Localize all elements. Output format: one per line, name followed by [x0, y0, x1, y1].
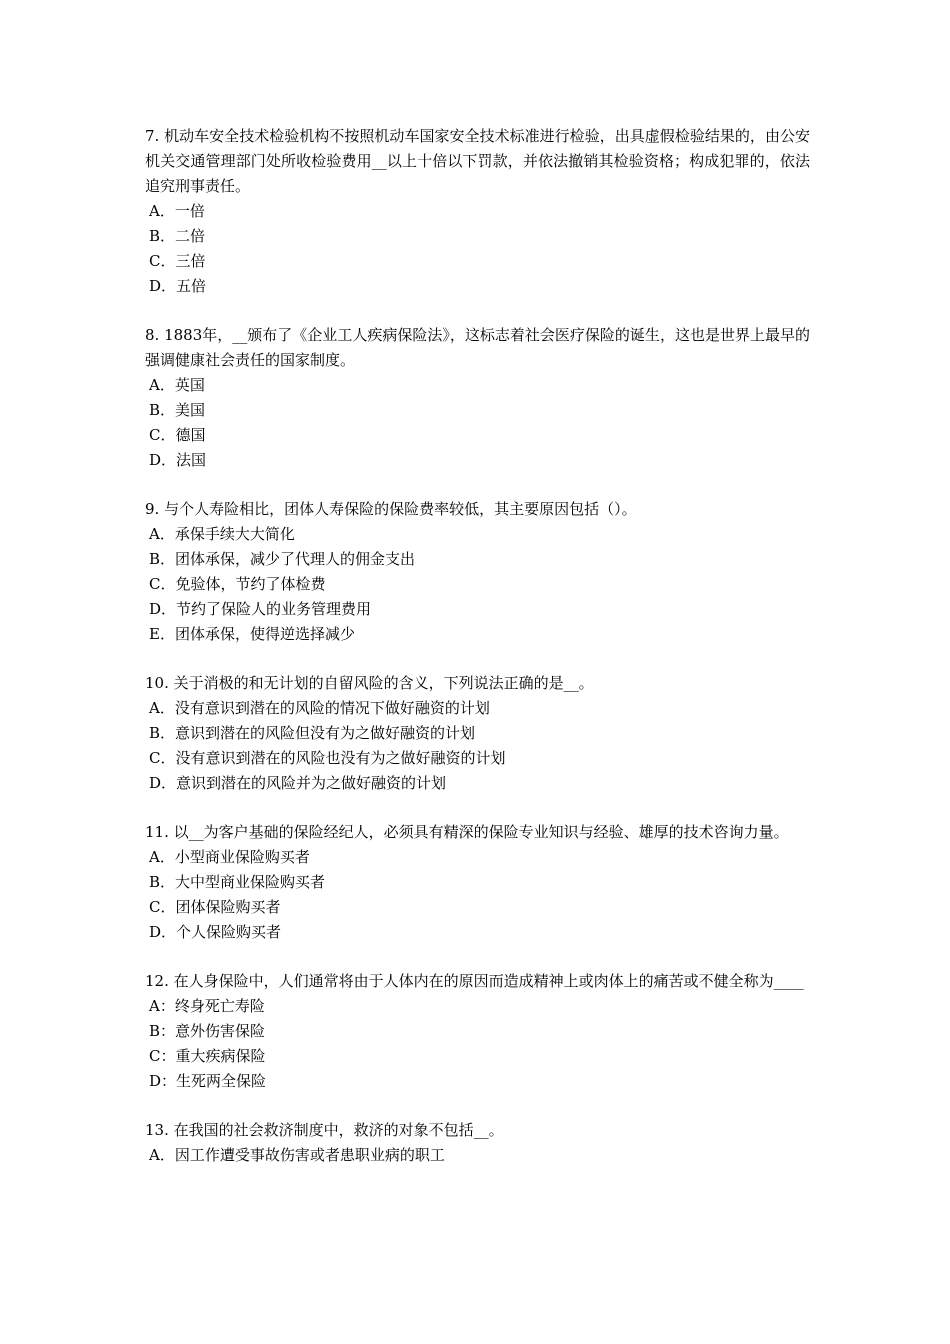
- question-13: [145, 1118, 810, 1168]
- question-stem: 12. 在人身保险中，人们通常将由于人体内在的原因而造成精神上或肉体上的痛苦或不健全称为____: [145, 972, 804, 990]
- option-a: A．一倍: [149, 202, 205, 220]
- question-9: [145, 497, 810, 647]
- option-a: A．没有意识到潜在的风险的情况下做好融资的计划: [149, 699, 490, 717]
- option-list: [145, 994, 810, 1094]
- option-c: C．没有意识到潜在的风险也没有为之做好融资的计划: [149, 749, 506, 767]
- option-list: [145, 522, 810, 647]
- option-c: C：重大疾病保险: [149, 1047, 266, 1065]
- option-d: D．个人保险购买者: [149, 923, 282, 941]
- option-list: [145, 696, 810, 796]
- option-d: D．法国: [149, 451, 207, 469]
- question-stem: 13. 在我国的社会救济制度中，救济的对象不包括__。: [145, 1121, 504, 1139]
- option-list: [145, 845, 810, 945]
- option-a: A．承保手续大大简化: [149, 525, 295, 543]
- option-list: [145, 1143, 810, 1168]
- option-b: B．美国: [149, 401, 206, 419]
- option-b: B．意识到潜在的风险但没有为之做好融资的计划: [149, 724, 476, 742]
- option-b: B．团体承保，减少了代理人的佣金支出: [149, 550, 416, 568]
- option-b: B：意外伤害保险: [149, 1022, 266, 1040]
- question-stem: 9. 与个人寿险相比，团体人寿保险的保险费率较低，其主要原因包括（）。: [145, 500, 637, 518]
- option-d: D．节约了保险人的业务管理费用: [149, 600, 372, 618]
- question-stem: 11. 以__为客户基础的保险经纪人，必须具有精深的保险专业知识与经验、雄厚的技术咨询力量。: [145, 823, 789, 841]
- option-a: A：终身死亡寿险: [149, 997, 265, 1015]
- question-7: [145, 124, 810, 299]
- question-8: [145, 323, 810, 473]
- option-d: D：生死两全保险: [149, 1072, 267, 1090]
- option-b: B．二倍: [149, 227, 206, 245]
- option-list: [145, 199, 810, 299]
- option-c: C．德国: [149, 426, 206, 444]
- option-a: A．英国: [149, 376, 205, 394]
- option-c: C．免验体，节约了体检费: [149, 575, 326, 593]
- option-b: B．大中型商业保险购买者: [149, 873, 326, 891]
- question-stem: 8. 1883年，__颁布了《企业工人疾病保险法》，这标志着社会医疗保险的诞生，这也是世界上最早的强调健康社会责任的国家制度。: [145, 326, 810, 369]
- document-page: [145, 124, 810, 1192]
- question-12: [145, 969, 810, 1094]
- option-a: A．小型商业保险购买者: [149, 848, 310, 866]
- question-stem: 10. 关于消极的和无计划的自留风险的含义，下列说法正确的是__。: [145, 674, 594, 692]
- option-d: D．五倍: [149, 277, 207, 295]
- option-e: E．团体承保，使得逆选择减少: [149, 625, 355, 643]
- question-10: [145, 671, 810, 796]
- option-list: [145, 373, 810, 473]
- option-c: C．团体保险购买者: [149, 898, 281, 916]
- question-11: [145, 820, 810, 945]
- question-stem: 7. 机动车安全技术检验机构不按照机动车国家安全技术标准进行检验，出具虚假检验结果的，由公安机关交通管理部门处所收检验费用__以上十倍以下罚款，并依法撤销其检验资格；构成犯罪的，依法追究刑事责任。: [145, 127, 810, 195]
- option-d: D．意识到潜在的风险并为之做好融资的计划: [149, 774, 447, 792]
- option-c: C．三倍: [149, 252, 206, 270]
- option-a: A．因工作遭受事故伤害或者患职业病的职工: [149, 1146, 445, 1164]
